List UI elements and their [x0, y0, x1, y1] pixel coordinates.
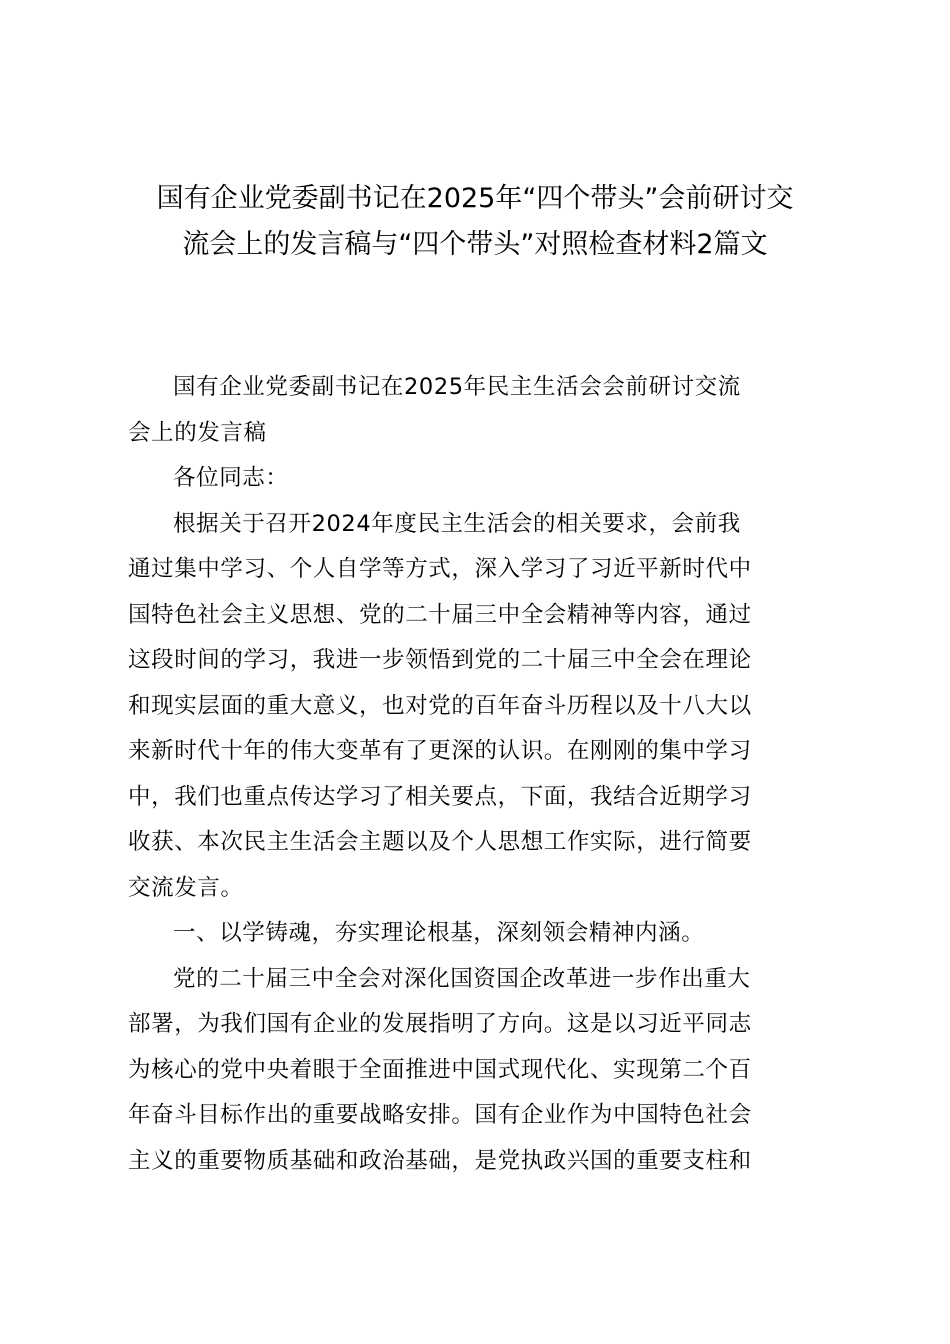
speech-subtitle — [128, 365, 818, 456]
paragraph-line: 收获、本次民主生活会主题以及个人思想工作实际，进行简要 — [128, 829, 752, 855]
paragraph-line: 这段时间的学习，我进一步领悟到党的二十届三中全会在理论 — [128, 647, 752, 673]
paragraph-line: 国特色社会主义思想、党的二十届三中全会精神等内容，通过 — [128, 601, 752, 628]
title-line-1: 国有企业党委副书记在2025年“四个带头”会前研讨交 — [156, 183, 794, 214]
paragraph-line: 和现实层面的重大意义，也对党的百年奋斗历程以及十八大以 — [128, 692, 752, 719]
paragraph-section-1 — [128, 957, 818, 1185]
section-heading-1: 一、以学铸魂，夯实理论根基，深刻领会精神内涵。 — [173, 920, 705, 946]
paragraph-line: 通过集中学习、个人自学等方式，深入学习了习近平新时代中 — [128, 556, 752, 582]
paragraph-line: 年奋斗目标作出的重要战略安排。国有企业作为中国特色社会 — [128, 1102, 752, 1128]
subtitle-line-1: 国有企业党委副书记在2025年民主生活会会前研讨交流 — [173, 374, 741, 400]
paragraph-line: 来新时代十年的伟大变革有了更深的认识。在刚刚的集中学习 — [128, 738, 752, 764]
title-line-2: 流会上的发言稿与“四个带头”对照检查材料2篇文 — [182, 229, 768, 260]
paragraph-line: 中，我们也重点传达学习了相关要点，下面，我结合近期学习 — [128, 783, 752, 810]
paragraph-line: 党的二十届三中全会对深化国资国企改革进一步作出重大 — [173, 965, 751, 992]
paragraph-intro — [128, 502, 818, 912]
paragraph-line: 为核心的党中央着眼于全面推进中国式现代化、实现第二个百 — [128, 1056, 752, 1083]
document-title — [110, 176, 840, 268]
paragraph-line: 交流发言。 — [128, 874, 244, 901]
document-body — [128, 365, 818, 1184]
paragraph-line: 主义的重要物质基础和政治基础，是党执政兴国的重要支柱和 — [128, 1147, 752, 1174]
salutation: 各位同志： — [173, 465, 289, 491]
paragraph-line: 部署，为我们国有企业的发展指明了方向。这是以习近平同志 — [128, 1011, 752, 1037]
subtitle-line-2: 会上的发言稿 — [128, 419, 267, 446]
paragraph-line: 根据关于召开2024年度民主生活会的相关要求，会前我 — [173, 510, 741, 537]
